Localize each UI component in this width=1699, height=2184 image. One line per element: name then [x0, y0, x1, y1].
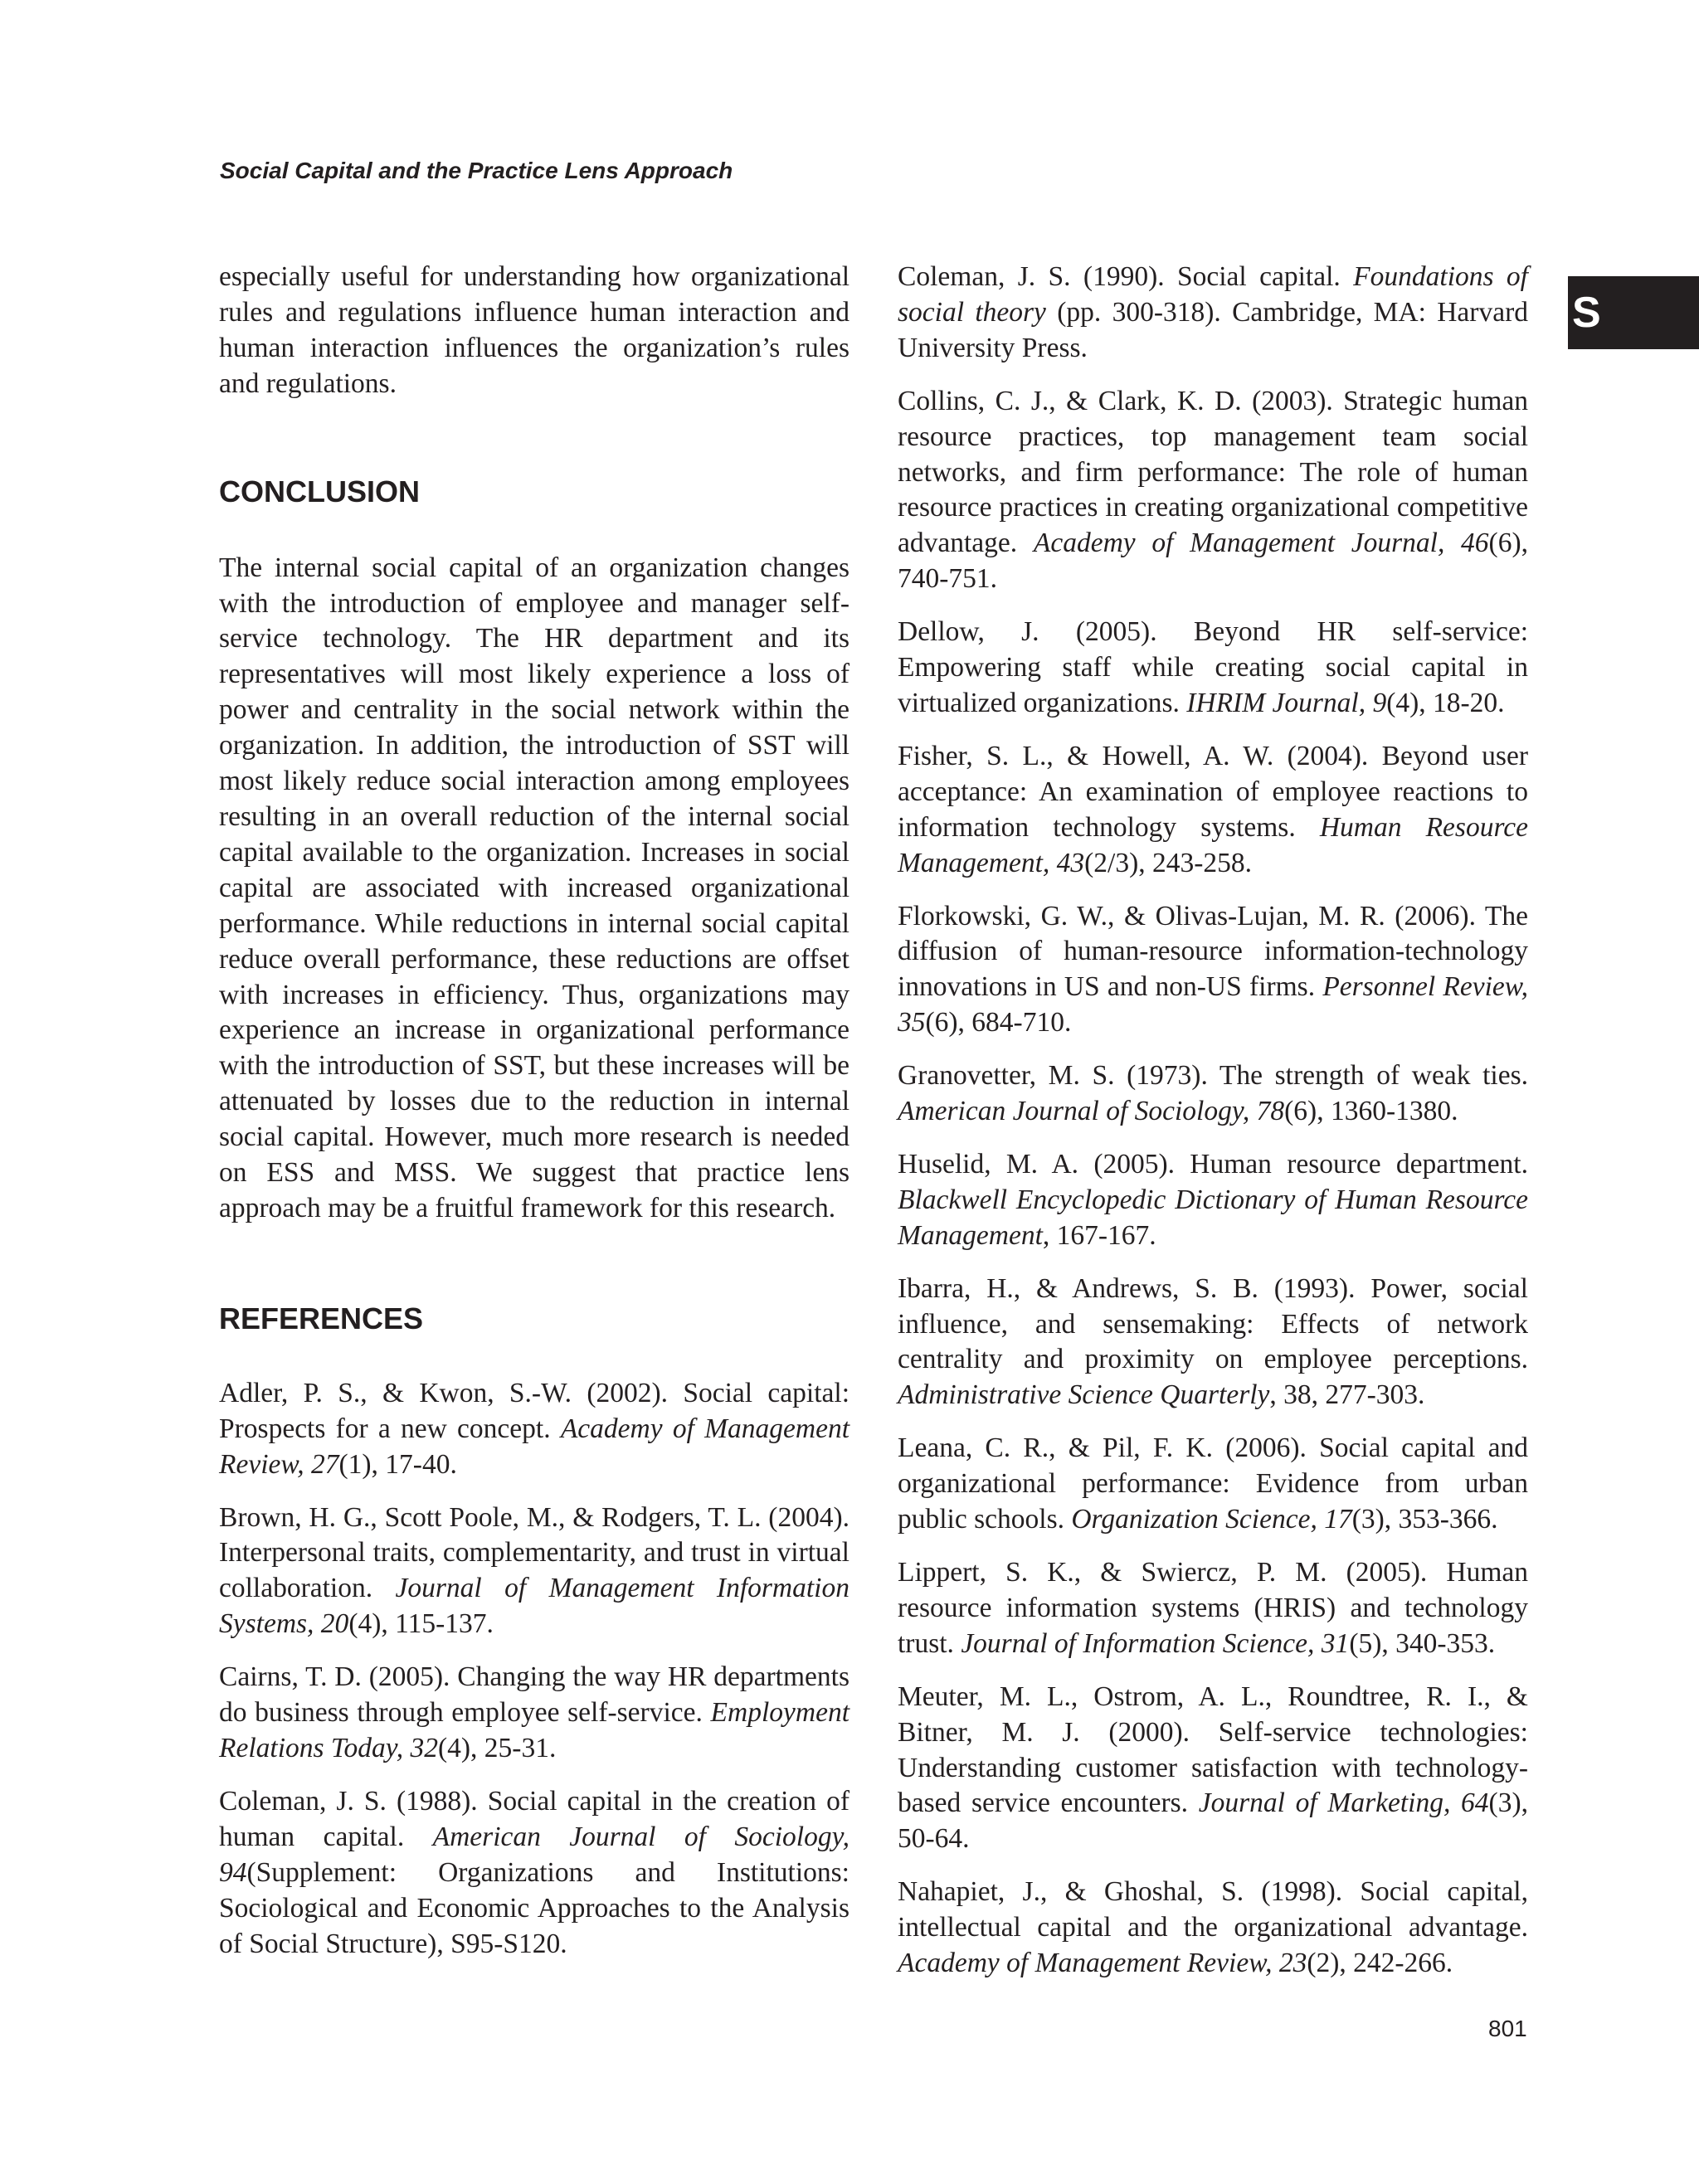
reference-entry: Adler, P. S., & Kwon, S.-W. (2002). Social capital: Prospects for a new concept. Academy of Management Review, 27(1), 17-40.: [219, 1377, 850, 1480]
conclusion-body: The internal social capital of an organization changes with the introduction of employee and manager self-service technology. The HR department and its representatives will most likely experience a loss of power and centrality in the social network within the organization. In addition, the introduction of SST will most likely reduce social interaction among employees resulting in an overall reduction of the internal social capital available to the organization. Increases in social capital are associated with increased organizational performance. While reductions in internal social capital reduce overall performance, these reductions are offset with increases in efficiency. Thus, organizations may experience an increase in organizational performance with the introduction of SST, but these increases will be attenuated by losses due to the reduction in internal social capital. However, much more research is needed on ESS and MSS. We suggest that practice lens approach may be a fruitful framework for this research.: [219, 552, 850, 1223]
reference-entry: Ibarra, H., & Andrews, S. B. (1993). Power, social influence, and sensemaking: Effects of network centrality and proximity on employee perceptions. Administrative Science Quarterly, 38, 277-303.: [898, 1272, 1528, 1411]
reference-entry: Fisher, S. L., & Howell, A. W. (2004). Beyond user acceptance: An examination of employee reactions to information technology systems. Human Resource Management, 43(2/3), 243-258.: [898, 740, 1528, 878]
intro-paragraph: especially useful for understanding how organizational rules and regulations influence human interaction and human interaction influences the organization’s rules and regulations.: [219, 261, 850, 399]
conclusion-heading: CONCLUSION: [219, 474, 420, 508]
reference-entry: Dellow, J. (2005). Beyond HR self-service: Empowering staff while creating social capital in virtualized organizations. IHRIM Journal, 9(4), 18-20.: [898, 616, 1528, 718]
running-head: Social Capital and the Practice Lens Approach: [220, 158, 733, 183]
reference-entry: Huselid, M. A. (2005). Human resource department. Blackwell Encyclopedic Dictionary of Human Resource Management, 167-167.: [898, 1148, 1528, 1251]
right-column: [898, 260, 1528, 1999]
reference-entry: Lippert, S. K., & Swiercz, P. M. (2005). Human resource information systems (HRIS) and technology trust. Journal of Information Science, 31(5), 340-353.: [898, 1557, 1528, 1659]
left-reference-list: [219, 1376, 850, 1963]
reference-entry: Collins, C. J., & Clark, K. D. (2003). Strategic human resource practices, top management team social networks, and firm performance: The role of human resource practices in creating organizational competitive advantage. Academy of Management Journal, 46(6), 740-751.: [898, 385, 1528, 595]
reference-entry: Coleman, J. S. (1988). Social capital in the creation of human capital. American Journal of Sociology, 94(Supplement: Organizations and Institutions: Sociological and Economic Approaches to the Analysis of Social Structure), S95-S120.: [219, 1785, 850, 1959]
right-reference-list: [898, 260, 1528, 1982]
reference-entry: Meuter, M. L., Ostrom, A. L., Roundtree, R. I., & Bitner, M. J. (2000). Self-service technologies: Understanding customer satisfaction with technology-based service encounters. Journal of Marketing, 64(3), 50-64.: [898, 1681, 1528, 1855]
reference-entry: Granovetter, M. S. (1973). The strength of weak ties. American Journal of Sociology, 78(6), 1360-1380.: [898, 1060, 1528, 1127]
section-tab: S: [1568, 276, 1699, 349]
page-number: 801: [1488, 2016, 1527, 2041]
reference-entry: Cairns, T. D. (2005). Changing the way HR departments do business through employee self-service. Employment Relations Today, 32(4), 25-31.: [219, 1661, 850, 1763]
left-column: [219, 260, 850, 1979]
references-heading: REFERENCES: [219, 1301, 424, 1335]
reference-entry: Coleman, J. S. (1990). Social capital. Foundations of social theory (pp. 300-318). Cambridge, MA: Harvard University Press.: [898, 261, 1528, 363]
reference-entry: Nahapiet, J., & Ghoshal, S. (1998). Social capital, intellectual capital and the organizational advantage. Academy of Management Review, 23(2), 242-266.: [898, 1876, 1528, 1979]
reference-entry: Florkowski, G. W., & Olivas-Lujan, M. R. (2006). The diffusion of human-resource information-technology innovations in US and non-US firms. Personnel Review, 35(6), 684-710.: [898, 900, 1528, 1038]
reference-entry: Leana, C. R., & Pil, F. K. (2006). Social capital and organizational performance: Evidence from urban public schools. Organization Science, 17(3), 353-366.: [898, 1432, 1528, 1535]
reference-entry: Brown, H. G., Scott Poole, M., & Rodgers, T. L. (2004). Interpersonal traits, complementarity, and trust in virtual collaboration. Journal of Management Information Systems, 20(4), 115-137.: [219, 1501, 850, 1640]
